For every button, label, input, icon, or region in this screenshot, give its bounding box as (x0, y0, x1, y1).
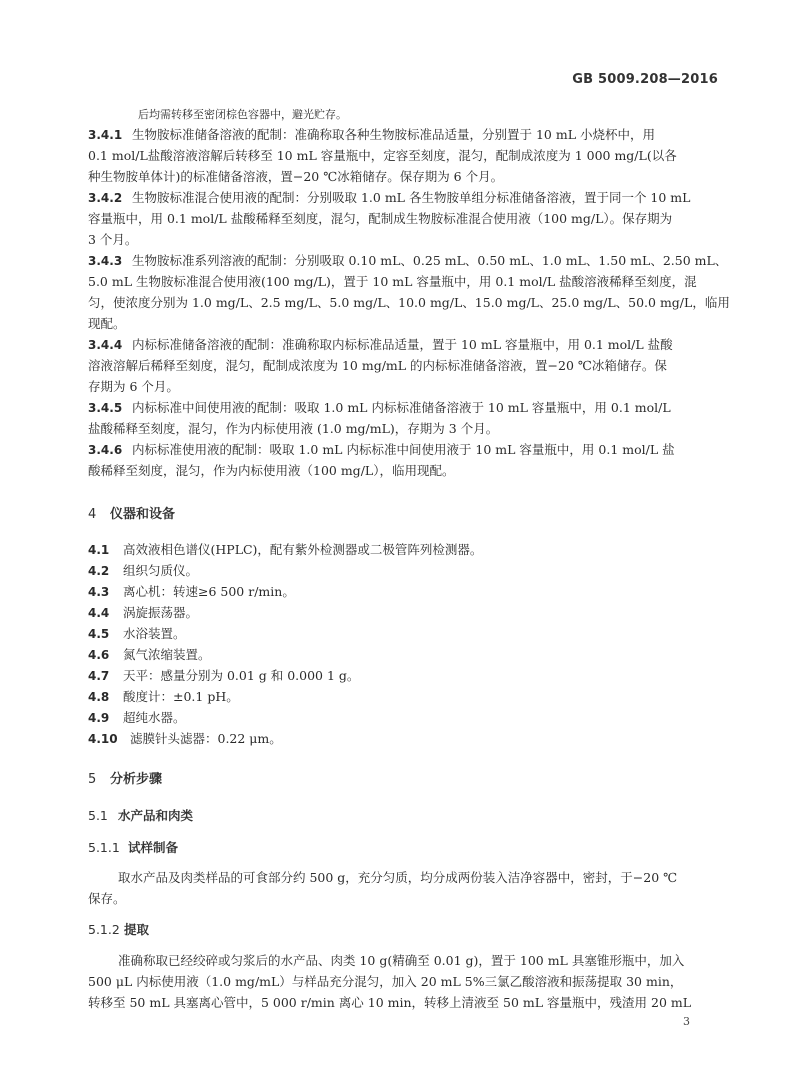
heading-number: 5.1.2 (88, 922, 120, 937)
item-number: 4.1 (88, 543, 110, 557)
paragraph-line: 保存。 (88, 891, 126, 906)
equipment-item (88, 645, 211, 663)
paragraph-line: 取水产品及肉类样品的可食部分约 500 g，充分匀质，均分成两份装入洁净容器中，密封，于−20 ℃ (118, 870, 678, 885)
heading-title: 水产品和肉类 (118, 808, 194, 823)
item-number: 4.4 (88, 606, 110, 620)
paragraph-line: 5.0 mL 生物胺标准混合使用液(100 mg/L)，置于 10 mL 容量瓶中，用 0.1 mol/L 盐酸溶液稀释至刻度，混 (88, 274, 697, 289)
paragraph-line: 酸稀释至刻度，混匀，作为内标使用液（100 mg/L），临用现配。 (88, 463, 455, 478)
item-text: 滤膜针头滤器：0.22 μm。 (130, 731, 282, 746)
equipment-item (88, 708, 186, 726)
heading-title: 分析步骤 (110, 772, 163, 787)
section-number: 3.4.3 (88, 254, 123, 268)
paragraph-line: 内标标准使用液的配制：吸取 1.0 mL 内标标准中间使用液于 10 mL 容量瓶中，用 0.1 mol/L 盐 (132, 442, 675, 457)
item-number: 4.7 (88, 669, 110, 683)
paragraph-line: 生物胺标准储备溶液的配制：准确称取各种生物胺标准品适量，分别置于 10 mL 小烧杯中，用 (132, 127, 655, 142)
section-number: 3.4.1 (88, 128, 123, 142)
heading-number: 5.1 (88, 808, 108, 823)
item-text: 酸度计：±0.1 pH。 (123, 689, 239, 704)
item-text: 氮气浓缩装置。 (123, 647, 211, 662)
standard-number: GB 5009.208—2016 (572, 72, 718, 87)
item-number: 4.8 (88, 690, 110, 704)
equipment-item (88, 687, 239, 705)
item-number: 4.5 (88, 627, 110, 641)
item-text: 涡旋振荡器。 (123, 605, 199, 620)
paragraph-line: 种生物胺单体计)的标准储备溶液，置−20 ℃冰箱储存。保存期为 6 个月。 (88, 169, 504, 184)
heading-title: 仪器和设备 (110, 507, 176, 522)
section-number: 3.4.6 (88, 443, 123, 457)
equipment-item (88, 603, 198, 621)
paragraph-line: 生物胺标准系列溶液的配制：分别吸取 0.10 mL、0.25 mL、0.50 mL、1.0 mL、1.50 mL、2.50 mL、 (132, 253, 728, 268)
paragraph-line: 现配。 (88, 316, 126, 331)
page-number: 3 (683, 1015, 690, 1028)
equipment-item (88, 582, 295, 600)
equipment-item (88, 540, 482, 558)
section-5-1-1-heading (88, 838, 178, 856)
equipment-item (88, 624, 186, 642)
section-number: 3.4.2 (88, 191, 123, 205)
heading-number: 5.1.1 (88, 840, 120, 855)
equipment-item (88, 729, 282, 747)
item-text: 离心机：转速≥6 500 r/min。 (123, 584, 295, 599)
heading-number: 5 (88, 772, 97, 787)
item-number: 4.2 (88, 564, 110, 578)
item-text: 超纯水器。 (123, 710, 186, 725)
paragraph-line: 内标标准储备溶液的配制：准确称取内标标准品适量，置于 10 mL 容量瓶中，用 0.1 mol/L 盐酸 (132, 337, 673, 352)
heading-title: 提取 (124, 922, 150, 937)
section-5-1-heading (88, 806, 193, 824)
section-number: 3.4.4 (88, 338, 123, 352)
paragraph-line: 生物胺标准混合使用液的配制：分别吸取 1.0 mL 各生物胺单组分标准储备溶液，置于同一个 10 mL (132, 190, 691, 205)
paragraph-line: 3 个月。 (88, 232, 138, 247)
item-text: 天平：感量分别为 0.01 g 和 0.000 1 g。 (123, 668, 360, 683)
item-text: 水浴装置。 (123, 626, 186, 641)
intro-line: 后均需转移至密闭棕色容器中，避光贮存。 (138, 108, 347, 121)
equipment-item (88, 561, 198, 579)
section-4-heading (88, 503, 175, 522)
paragraph-line: 准确称取已经绞碎或匀浆后的水产品、肉类 10 g(精确至 0.01 g)，置于 100 mL 具塞锥形瓶中，加入 (118, 953, 685, 968)
section-5-heading (88, 768, 162, 787)
item-number: 4.9 (88, 711, 110, 725)
item-number: 4.3 (88, 585, 110, 599)
paragraph-line: 溶液溶解后稀释至刻度，混匀，配制成浓度为 10 mg/mL 的内标标准储备溶液，置−20 ℃冰箱储存。保 (88, 358, 667, 373)
heading-number: 4 (88, 507, 97, 522)
paragraph-line: 内标标准中间使用液的配制：吸取 1.0 mL 内标标准储备溶液于 10 mL 容量瓶中，用 0.1 mol/L (132, 400, 671, 415)
paragraph-line: 500 μL 内标使用液（1.0 mg/mL）与样品充分混匀，加入 20 mL 5%三氯乙酸溶液和振荡提取 30 min， (88, 974, 683, 989)
section-number: 3.4.5 (88, 401, 123, 415)
item-number: 4.10 (88, 732, 118, 746)
paragraph-line: 盐酸稀释至刻度，混匀，作为内标使用液 (1.0 mg/mL)，存期为 3 个月。 (88, 421, 499, 436)
item-text: 高效液相色谱仪(HPLC)，配有紫外检测器或二极管阵列检测器。 (123, 542, 483, 557)
paragraph-line: 存期为 6 个月。 (88, 379, 179, 394)
paragraph-line: 转移至 50 mL 具塞离心管中，5 000 r/min 离心 10 min，转移上清液至 50 mL 容量瓶中，残渣用 20 mL (88, 995, 692, 1010)
paragraph-line: 匀，使浓度分别为 1.0 mg/L、2.5 mg/L、5.0 mg/L、10.0 mg/L、15.0 mg/L、25.0 mg/L、50.0 mg/L，临用 (88, 295, 730, 310)
item-text: 组织匀质仪。 (123, 563, 199, 578)
paragraph-line: 0.1 mol/L盐酸溶液溶解后转移至 10 mL 容量瓶中，定容至刻度，混匀，配制成浓度为 1 000 mg/L(以各 (88, 148, 677, 163)
heading-title: 试样制备 (128, 840, 179, 855)
section-5-1-2-heading (88, 920, 149, 938)
paragraph-line: 容量瓶中，用 0.1 mol/L 盐酸稀释至刻度，混匀，配制成生物胺标准混合使用液（100 mg/L）。保存期为 (88, 211, 673, 226)
equipment-item (88, 666, 359, 684)
item-number: 4.6 (88, 648, 110, 662)
